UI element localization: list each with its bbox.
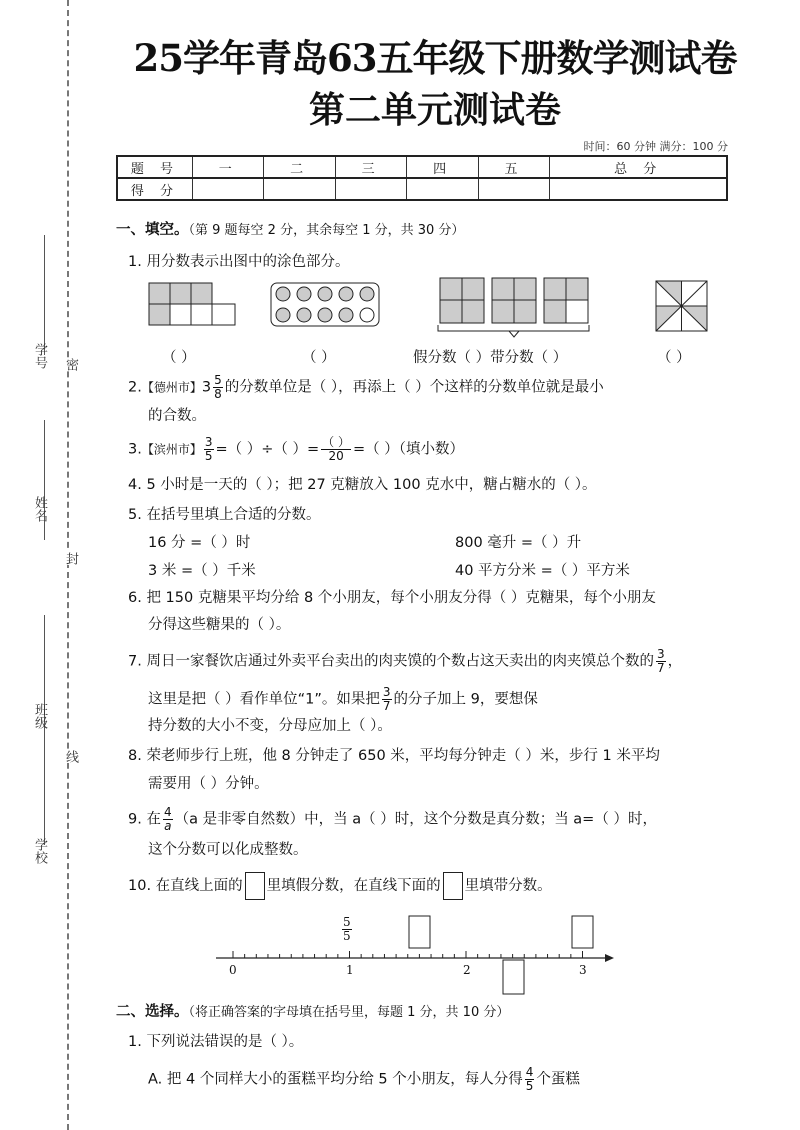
q3-fraction — [204, 436, 214, 463]
figure-three-grids — [437, 277, 597, 339]
q2-text: 的分数单位是（ ），再添上（ ）个这样的分数单位就是最小 — [224, 379, 604, 396]
q1-blank-3[interactable]: 假分数（ ）带分数（ ） — [413, 350, 568, 366]
score-header-cell: 五 — [478, 156, 549, 178]
figure-octants — [655, 280, 709, 332]
q2-tag: 【德州市】 — [141, 380, 202, 395]
score-row-label: 得 分 — [117, 178, 193, 200]
seal-char-xian: 线 — [63, 750, 78, 763]
q2-num: 5 — [214, 373, 222, 387]
tick-label-0: 0 — [229, 963, 237, 977]
opt-a-fraction — [525, 1066, 535, 1093]
q1-blank-4[interactable]: （ ） — [657, 350, 691, 366]
q3-frac-den: 20 — [328, 449, 344, 463]
section1-heading-row — [116, 218, 464, 239]
score-table — [116, 155, 728, 201]
name-label: 姓名 — [32, 496, 47, 522]
student-id-line — [44, 235, 45, 355]
opt-a-end: 个蛋糕 — [536, 1071, 580, 1088]
number-line-fraction — [342, 916, 352, 943]
question-8-line2: 需要用（ ）分钟。 — [148, 776, 269, 792]
section2-heading: 二、选择。 — [116, 1004, 189, 1020]
score-header-cell: 三 — [335, 156, 406, 178]
answer-box-above-1[interactable] — [409, 916, 430, 948]
q10-box-icon-2 — [443, 872, 463, 900]
section2-option-a — [148, 1066, 580, 1093]
number-line — [210, 912, 620, 997]
figure-circles — [270, 282, 382, 328]
name-line — [44, 420, 45, 540]
time-info: 时间：60 分钟 满分：100 分 — [583, 140, 728, 153]
question-6: 6. 把 150 克糖果平均分给 8 个小朋友，每个小朋友分得（ ）克糖果，每个小朋友 — [128, 590, 656, 606]
q3-den: 5 — [204, 449, 213, 463]
q9-fraction — [163, 806, 173, 833]
tick-label-2: 2 — [463, 963, 471, 977]
q9-prefix: 9. 在 — [128, 811, 161, 828]
score-header-cell: 四 — [407, 156, 478, 178]
question-9 — [128, 806, 657, 833]
school-label: 学校 — [32, 838, 47, 864]
q9-num: 4 — [163, 805, 172, 819]
q3-fraction-2 — [321, 436, 351, 463]
answer-box-below[interactable] — [503, 960, 524, 994]
q2-prefix: 2. — [128, 379, 142, 396]
q10-box-icon — [245, 872, 265, 900]
score-cell[interactable] — [550, 178, 727, 200]
q5-item-2: 800 毫升 =（ ）升 — [455, 535, 582, 551]
student-id-label: 学号 — [32, 343, 47, 369]
question-8: 8. 荣老师步行上班，他 8 分钟走了 650 米，平均每分钟走（ ）米，步行 1 米平均 — [128, 748, 660, 764]
page-title: 25学年青岛63五年级下册数学测试卷 — [133, 36, 737, 80]
answer-box-above-2[interactable] — [572, 916, 593, 948]
opt-a-num: 4 — [525, 1065, 534, 1079]
question-4: 4. 5 小时是一天的（ ）；把 27 克糖放入 100 克水中，糖占糖水的（ ）。 — [128, 477, 597, 493]
q5-item-3: 3 米 =（ ）千米 — [148, 563, 256, 579]
q2-fraction — [213, 374, 223, 401]
q9-line1: （a 是非零自然数）中，当 a（ ）时，这个分数是真分数；当 a=（ ）时， — [174, 811, 657, 828]
q3-tag: 【滨州市】 — [141, 442, 202, 457]
score-cell[interactable] — [407, 178, 478, 200]
opt-a-den: 5 — [525, 1079, 534, 1093]
question-2 — [128, 374, 604, 401]
section1-heading: 一、填空。 — [116, 222, 189, 238]
question-7-line3: 持分数的大小不变，分母应加上（ ）。 — [148, 718, 392, 734]
q5-item-4: 40 平方分米 =（ ）平方米 — [455, 563, 630, 579]
q7-fraction — [656, 648, 666, 675]
q7-line2b: 的分子加上 9，要想保 — [393, 691, 538, 708]
q1-blank-1[interactable]: （ ） — [162, 350, 196, 366]
section1-note: （第 9 题每空 2 分，其余每空 1 分，共 30 分） — [188, 223, 465, 238]
q7-line1: 7. 周日一家餐饮店通过外卖平台卖出的肉夹馍的个数占这天卖出的肉夹馍总个数的 — [128, 653, 654, 670]
q7-num: 3 — [656, 647, 665, 661]
page-subtitle: 第二单元测试卷 — [308, 89, 561, 131]
figure-squares — [148, 282, 238, 327]
q10-c: 里填带分数。 — [464, 878, 552, 894]
score-header-cell: 一 — [193, 156, 264, 178]
binding-dashed-line — [67, 0, 69, 1130]
q7-line2a: 这里是把（ ）看作单位“1”。如果把 — [148, 691, 380, 708]
nl-den: 5 — [343, 929, 351, 943]
section2-note: （将正确答案的字母填在括号里，每题 1 分，共 10 分） — [188, 1005, 510, 1020]
tick-label-3: 3 — [579, 963, 587, 977]
question-1: 1. 用分数表示出图中的涂色部分。 — [128, 254, 350, 270]
q7-num-2: 3 — [382, 685, 391, 699]
score-header-cell: 二 — [264, 156, 335, 178]
q10-a: 10. 在直线上面的 — [128, 878, 243, 894]
question-9-line2: 这个分数可以化成整数。 — [148, 842, 308, 858]
q10-b: 里填假分数，在直线下面的 — [266, 878, 441, 894]
q2-den: 8 — [214, 387, 222, 401]
question-7-line2 — [148, 686, 538, 713]
question-3 — [128, 436, 464, 463]
question-6-line2: 分得这些糖果的（ ）。 — [148, 617, 291, 633]
score-cell[interactable] — [193, 178, 264, 200]
q2-whole: 3 — [201, 379, 212, 396]
q7-den: 7 — [656, 661, 665, 675]
question-2-line2: 的合数。 — [148, 408, 206, 424]
q1-blank-2[interactable]: （ ） — [302, 350, 336, 366]
q3-num: 3 — [204, 435, 213, 449]
score-cell[interactable] — [478, 178, 549, 200]
score-cell[interactable] — [264, 178, 335, 200]
nl-num: 5 — [343, 915, 351, 929]
opt-a-text: A. 把 4 个同样大小的蛋糕平均分给 5 个小朋友，每人分得 — [148, 1071, 523, 1088]
q3-mid: =（ ）÷（ ）= — [215, 441, 320, 458]
q3-frac-num: （ ） — [322, 435, 350, 449]
q7-fraction-2 — [382, 686, 392, 713]
tick-label-1: 1 — [346, 963, 354, 977]
question-10 — [128, 872, 552, 900]
question-5: 5. 在括号里填上合适的分数。 — [128, 507, 321, 523]
score-header-cell: 总 分 — [550, 156, 727, 178]
class-label: 班级 — [32, 703, 47, 729]
school-line — [44, 745, 45, 845]
q3-prefix: 3. — [128, 441, 142, 458]
q5-item-1: 16 分 =（ ）时 — [148, 535, 251, 551]
section2-heading-row — [116, 1000, 509, 1021]
q9-den: a — [164, 819, 172, 833]
q7-den-2: 7 — [382, 699, 391, 713]
score-header-cell: 题 号 — [117, 156, 193, 178]
q3-end: =（ ）（填小数） — [353, 441, 465, 458]
score-cell[interactable] — [335, 178, 406, 200]
seal-char-mi: 密 — [63, 358, 78, 371]
question-7: 7. 周日一家餐饮店通过外卖平台卖出的肉夹馍的个数占这天卖出的肉夹馍总个数的 $\frac{3}{7}$ ， — [128, 647, 683, 675]
section2-question-1: 1. 下列说法错误的是（ ）。 — [128, 1034, 304, 1050]
seal-char-feng: 封 — [63, 552, 78, 565]
